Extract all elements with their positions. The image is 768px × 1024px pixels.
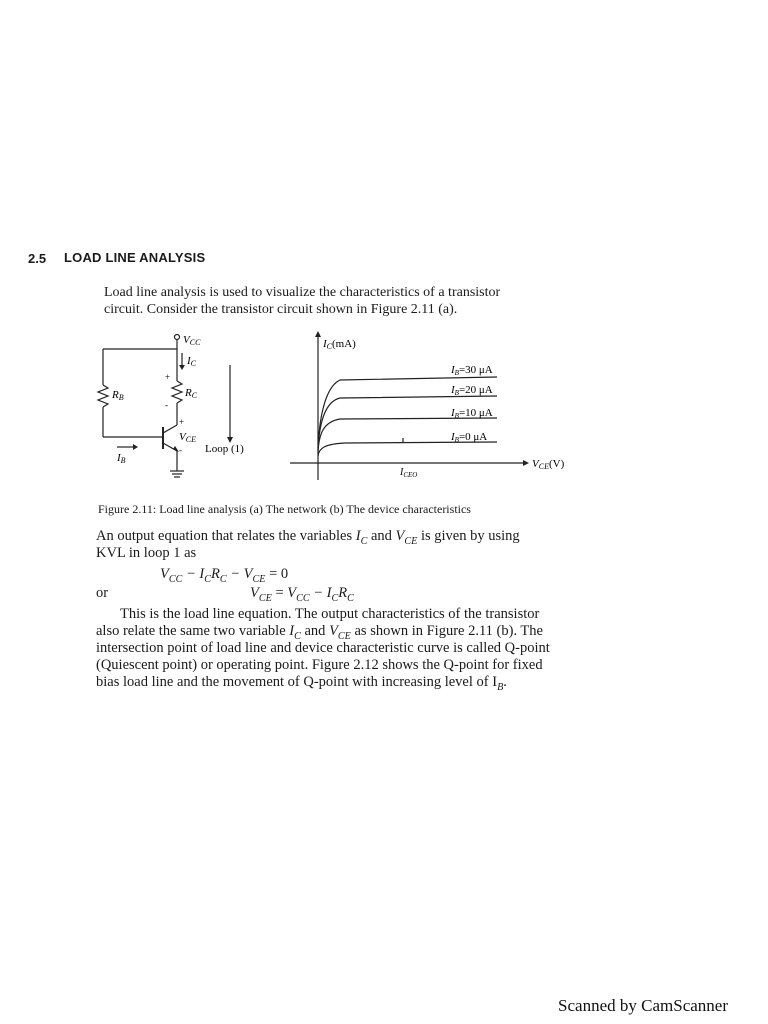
rc-resistor [172,381,182,403]
body-line-7: bias load line and the movement of Q-point with increasing level of $I_B$. [96,674,507,693]
svg-text:+: + [165,372,171,382]
svg-text:-: - [165,400,168,410]
section-title: LOAD LINE ANALYSIS [64,250,206,265]
svg-text:RB: RB [112,389,124,402]
svg-text:IC: IC [187,355,197,368]
scanner-watermark: Scanned by CamScanner [558,996,728,1015]
characteristics-graph [285,330,585,480]
intro-line-2: circuit. Consider the transistor circuit shown in Figure 2.11 (a). [104,302,458,317]
svg-text:VCE: VCE [179,431,196,444]
body-line-1: An output equation that relates the variables $I_C$ and $V_{CE}$ is given by using [96,528,520,547]
label-ib-10: IB=10 μA [451,407,493,420]
svg-text:VCC: VCC [183,334,201,347]
equation-2: $V_{CE} = V_{CC} - I_CR_C$ [250,585,354,604]
loop-label: Loop (1) [205,443,244,455]
vcc-terminal [175,335,180,340]
intro-line-1: Load line analysis is used to visualize the characteristics of a transistor [104,285,501,300]
svg-text:+: + [179,417,185,427]
or-label: or [96,585,109,601]
circuit-diagram [95,325,275,495]
rb-resistor [98,385,108,407]
svg-text:VCE(V): VCE(V) [532,458,565,471]
iceo-label: $I_{CEO}$ [400,467,418,479]
label-ib-30: IB=30 μA [451,364,493,377]
section-number: 2.5 [28,251,47,266]
curve-ib-0 [318,442,497,456]
body-line-3: This is the load line equation. The output characteristics of the transistor [120,606,540,622]
body-line-5: intersection point of load line and device characteristic curve is called Q-point [96,640,550,656]
svg-text:IC(mA): IC(mA) [323,338,356,351]
equation-1: $V_{CC} - I_CR_C - V_{CE} = 0$ [160,566,289,585]
figure-caption: Figure 2.11: Load line analysis (a) The network (b) The device characteristics [98,502,471,516]
svg-text:RC: RC [185,387,198,400]
svg-text:IB: IB [117,452,126,465]
label-ib-20: IB=20 μA [451,384,493,397]
body-line-2: KVL in loop 1 as [96,545,197,561]
svg-text:-: - [179,445,182,455]
body-line-4: also relate the same two variable $I_C$ and $V_{CE}$ as shown in Figure 2.11 (b). The [96,623,543,642]
intro-paragraph [104,284,590,318]
body-line-6: (Quiescent point) or operating point. Figure 2.12 shows the Q-point for fixed [96,657,543,673]
label-ib-0: IB=0 μA [451,431,488,444]
